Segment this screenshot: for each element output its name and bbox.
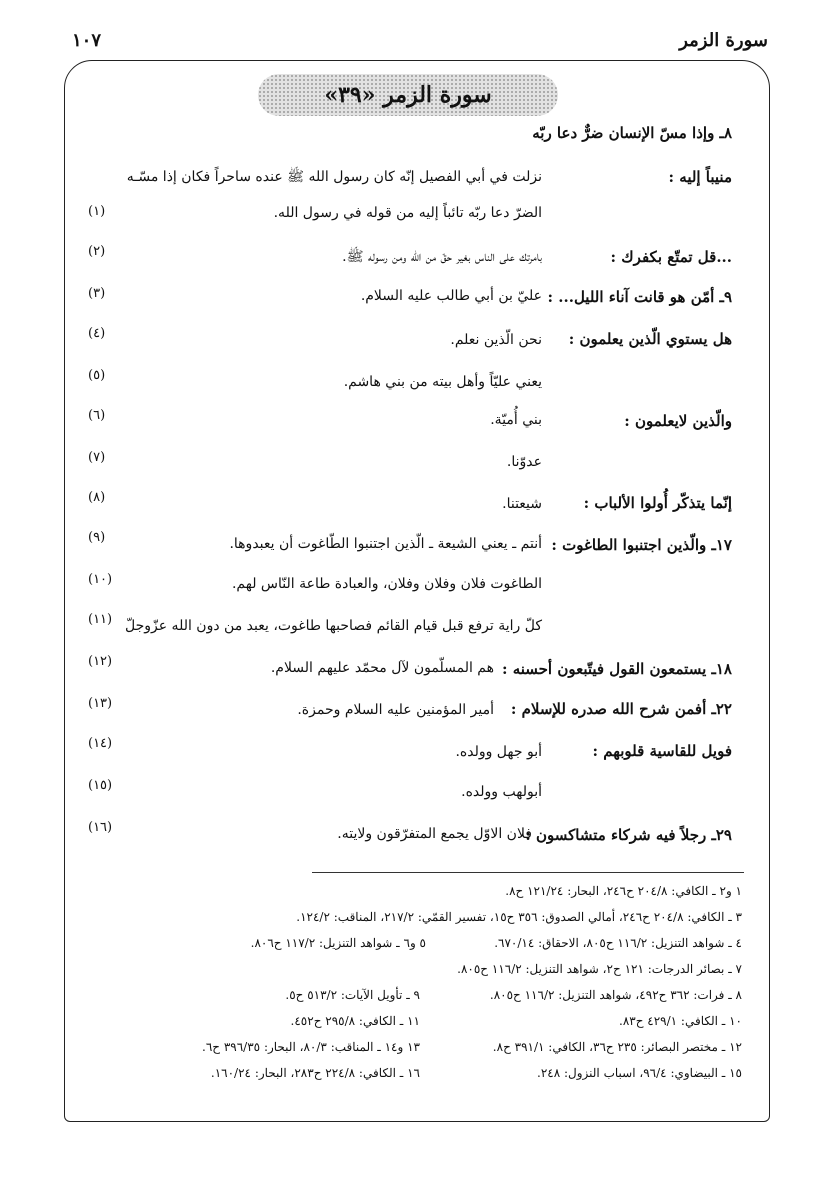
footnote-line: ٤ ـ شواهد التنزيل: ١١٦/٢ ح٨٠٥، الاحقاق: ٦٧٠/١٤. xyxy=(494,936,742,950)
entry-text: أبو جهل وولده. xyxy=(455,744,542,760)
entry-text: نزلت في أبي الفصيل إنّه كان رسول الله ﷺ عنده ساحراً فكان إذا مسّـه xyxy=(126,169,542,185)
footnote-line: ٣ ـ الكافي: ٢٠٤/٨ ح٢٤٦، أمالي الصدوق: ٣٥٦ ح١٥، تفسير القمّي: ٢١٧/٢، المناقب: ١٢٤/٢. xyxy=(296,910,742,924)
footnote-ref: (١٥) xyxy=(88,778,113,793)
entry-term: ٢٢ـ أفمن شرح الله صدره للإسلام : xyxy=(510,700,732,718)
entry-text: فلان الاوّل يجمع المتفرّقون ولايته. xyxy=(337,826,532,842)
footnote-line: ١٣ و١٤ ـ المناقب: ٨٠/٣، البحار: ٣٩٦/٣٥ ح٦. xyxy=(202,1040,420,1054)
page-header xyxy=(72,30,768,60)
running-title: سورة الزمر xyxy=(679,30,768,51)
footnote-ref: (٣) xyxy=(88,286,106,301)
footnote-separator xyxy=(312,872,744,873)
surah-banner xyxy=(258,74,558,116)
footnote-line: ٥ و٦ ـ شواهد التنزيل: ١١٧/٢ ح٨٠٦. xyxy=(250,936,426,950)
entry-text: عليّ بن أبي طالب عليه السلام. xyxy=(360,288,542,304)
entry-text: شيعتنا. xyxy=(502,496,542,512)
entry-text: بني أُميّة. xyxy=(490,412,542,428)
verse-heading: ٨ـ وإذا مسّ الإنسان ضرٌّ دعا ربّه xyxy=(532,124,732,142)
footnote-ref: (١٣) xyxy=(88,696,113,711)
entry-text: الطاغوت فلان وفلان وفلان، والعبادة طاعة النّاس لهم. xyxy=(231,576,542,592)
entry-text: أمير المؤمنين عليه السلام وحمزة. xyxy=(297,702,494,718)
surah-title: سورة الزمر «٣٩» xyxy=(324,82,492,108)
entry-term: منيباً إليه : xyxy=(668,168,732,186)
footnote-line: ٧ ـ بصائر الدرجات: ١٢١ ح٢، شواهد التنزيل: ١١٦/٢ ح٨٠٥. xyxy=(457,962,742,976)
entry-text: أنتم ـ يعني الشيعة ـ الّذين اجتنبوا الطّاغوت أن يعبدوها. xyxy=(229,536,542,552)
footnote-ref: (١٢) xyxy=(88,654,113,669)
entry-term: إنّما يتذكّر أُولوا الألباب : xyxy=(583,494,732,512)
entry-term: ١٧ـ والّذين اجتنبوا الطاغوت : xyxy=(551,536,732,554)
entry-text: نحن الّذين نعلم. xyxy=(450,332,542,348)
entry-term: ٢٩ـ رجلاً فيه شركاء متشاكسون : xyxy=(525,826,732,844)
footnote-ref: (١١) xyxy=(88,612,113,627)
entry-term: ١٨ـ يستمعون القول فيتّبعون أحسنه : xyxy=(501,660,732,678)
entry-text: يعني عليّاً وأهل بيته من بني هاشم. xyxy=(343,374,542,390)
footnote-ref: (١) xyxy=(88,204,106,219)
entry-text: كلّ راية ترفع قبل قيام القائم فصاحبها طاغوت، يعبد من دون الله عزّوجلّ xyxy=(125,618,542,634)
footnote-line: ١٥ ـ البيضاوي: ٩٦/٤، اسباب النزول: ٢٤٨. xyxy=(536,1066,742,1080)
footnote-ref: (٢) xyxy=(88,244,106,259)
entry-text: أبولهب وولده. xyxy=(461,784,542,800)
footnote-line: ١١ ـ الكافي: ٢٩٥/٨ ح٤٥٢. xyxy=(290,1014,420,1028)
entry-text: عدوّنا. xyxy=(506,454,542,470)
entry-term: والّذين لايعلمون : xyxy=(624,412,732,430)
entry-term: ٩ـ أمّن هو قانت آناء الليل... : xyxy=(547,288,732,306)
footnote-line: ١٦ ـ الكافي: ٢٢٤/٨ ح٢٨٣، البحار: ١٦٠/٢٤. xyxy=(210,1066,420,1080)
entry-term: هل يستوي الّذين يعلمون : xyxy=(568,330,732,348)
footnote-ref: (٧) xyxy=(88,450,106,465)
footnote-line: ١ و٢ ـ الكافي: ٢٠٤/٨ ح٢٤٦، البحار: ١٢١/٢٤ ح٨. xyxy=(505,884,742,898)
entry-term: فويل للقاسية قلوبهم : xyxy=(592,742,732,760)
entry-text: بامرتك على الناس بغير حقّ من الله ومن رسوله ﷺ. xyxy=(342,249,542,265)
footnote-ref: (٤) xyxy=(88,326,106,341)
footnote-ref: (١٠) xyxy=(88,572,113,587)
entry-term: ...قل تمتّع بكفرك : xyxy=(610,248,732,266)
page-number: ١٠٧ xyxy=(72,30,102,51)
footnote-ref: (٨) xyxy=(88,490,106,505)
footnote-ref: (١٦) xyxy=(88,820,113,835)
footnote-ref: (٥) xyxy=(88,368,106,383)
footnote-line: ٩ ـ تأويل الآيات: ٥١٣/٢ ح٥. xyxy=(285,988,420,1002)
footnote-line: ١٠ ـ الكافي: ٤٢٩/١ ح٨٣. xyxy=(618,1014,742,1028)
footnote-ref: (٦) xyxy=(88,408,106,423)
footnote-ref: (٩) xyxy=(88,530,106,545)
footnote-ref: (١٤) xyxy=(88,736,113,751)
footnote-line: ٨ ـ فرات: ٣٦٢ ح٤٩٢، شواهد التنزيل: ١١٦/٢ ح٨٠٥. xyxy=(489,988,742,1002)
entry-text: الضرّ دعا ربّه تائباً إليه من قوله في رسول الله. xyxy=(273,205,542,221)
footnote-line: ١٢ ـ مختصر البصائر: ٢٣٥ ح٣٦، الكافي: ٣٩١/١ ح٨. xyxy=(492,1040,742,1054)
entry-text: هم المسلّمون لآل محمّد عليهم السلام. xyxy=(270,660,494,676)
